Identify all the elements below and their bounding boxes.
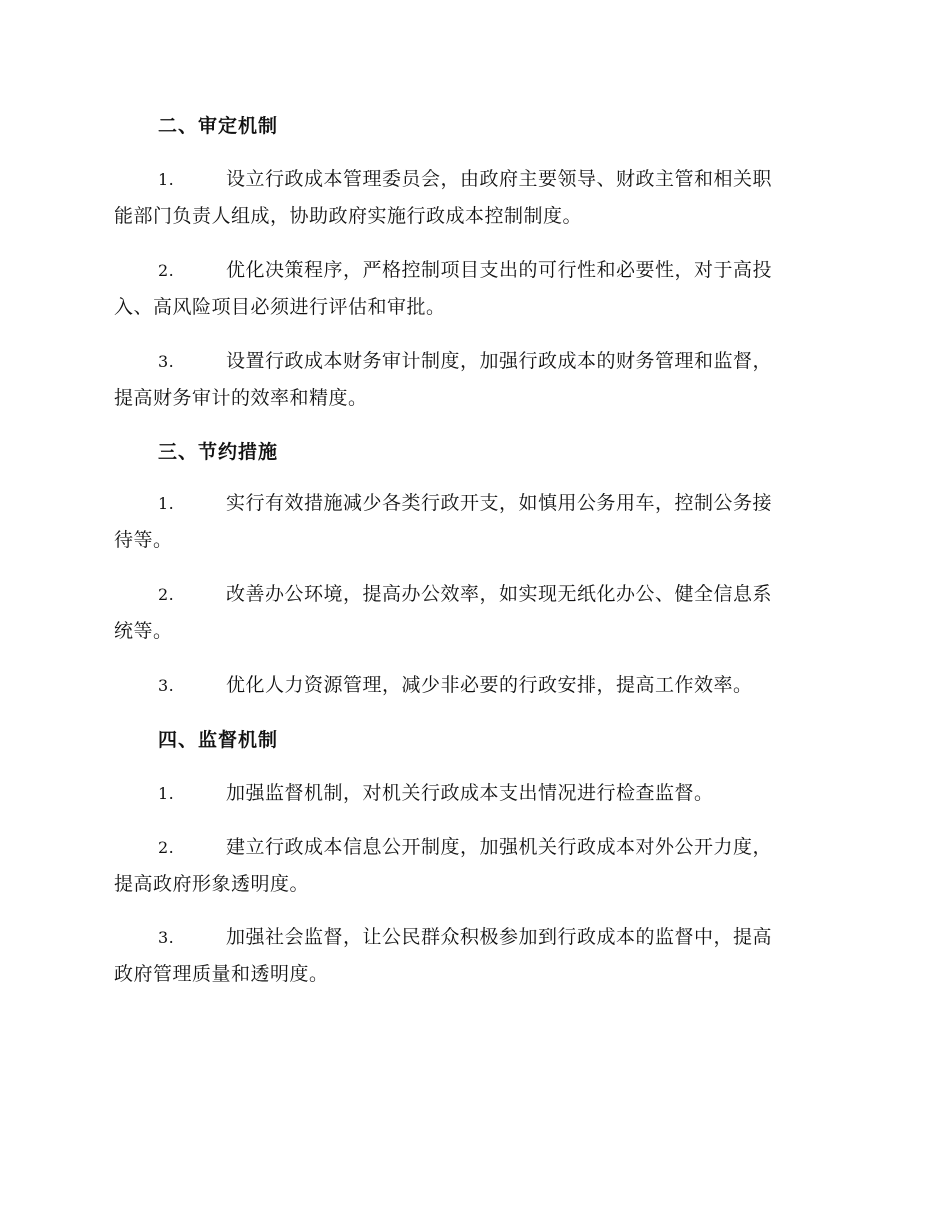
item-number: 1.: [158, 170, 175, 189]
item-second-line: 统等。: [114, 620, 173, 642]
item-number: 1.: [158, 494, 175, 513]
item-text: 设置行政成本财务审计制度，加强行政成本的财务管理和监督，: [226, 350, 773, 372]
section-heading-review: 二、审定机制: [158, 115, 279, 137]
item-second-line: 入、高风险项目必须进行评估和审批。: [114, 296, 446, 318]
item-first-line: [114, 343, 834, 380]
item-number: 2.: [158, 585, 175, 604]
item-second-line: 待等。: [114, 529, 173, 551]
item-first-line: [114, 576, 834, 613]
list-item: [114, 161, 834, 235]
list-item: [114, 343, 834, 417]
item-number: 3.: [158, 928, 175, 947]
item-first-line: [114, 485, 834, 522]
list-item: [114, 485, 834, 559]
item-text: 优化决策程序，严格控制项目支出的可行性和必要性，对于高投: [226, 259, 773, 281]
item-number: 3.: [158, 676, 175, 695]
item-first-line: [114, 252, 834, 289]
list-item: [114, 667, 834, 704]
item-first-line: [114, 919, 834, 956]
item-number: 2.: [158, 838, 175, 857]
item-first-line: [114, 161, 834, 198]
item-text: 优化人力资源管理，减少非必要的行政安排，提高工作效率。: [226, 674, 753, 696]
item-second-line: 能部门负责人组成，协助政府实施行政成本控制制度。: [114, 205, 583, 227]
item-text: 设立行政成本管理委员会，由政府主要领导、财政主管和相关职: [226, 168, 773, 190]
item-first-line: [114, 667, 834, 704]
list-item: [114, 775, 834, 812]
item-first-line: [114, 775, 834, 812]
section-heading-supervision: 四、监督机制: [158, 729, 279, 751]
item-number: 3.: [158, 352, 175, 371]
item-text: 加强监督机制，对机关行政成本支出情况进行检查监督。: [226, 782, 714, 804]
item-first-line: [114, 829, 834, 866]
item-text: 加强社会监督，让公民群众积极参加到行政成本的监督中，提高: [226, 926, 773, 948]
list-item: [114, 252, 834, 326]
list-item: [114, 576, 834, 650]
item-second-line: 政府管理质量和透明度。: [114, 963, 329, 985]
item-text: 实行有效措施减少各类行政开支，如慎用公务用车，控制公务接: [226, 492, 773, 514]
section-heading-savings: 三、节约措施: [158, 441, 279, 463]
item-text: 建立行政成本信息公开制度，加强机关行政成本对外公开力度，: [226, 836, 773, 858]
item-second-line: 提高财务审计的效率和精度。: [114, 387, 368, 409]
item-number: 2.: [158, 261, 175, 280]
list-item: [114, 829, 834, 903]
list-item: [114, 919, 834, 993]
item-second-line: 提高政府形象透明度。: [114, 873, 310, 895]
item-text: 改善办公环境，提高办公效率，如实现无纸化办公、健全信息系: [226, 583, 773, 605]
item-number: 1.: [158, 784, 175, 803]
